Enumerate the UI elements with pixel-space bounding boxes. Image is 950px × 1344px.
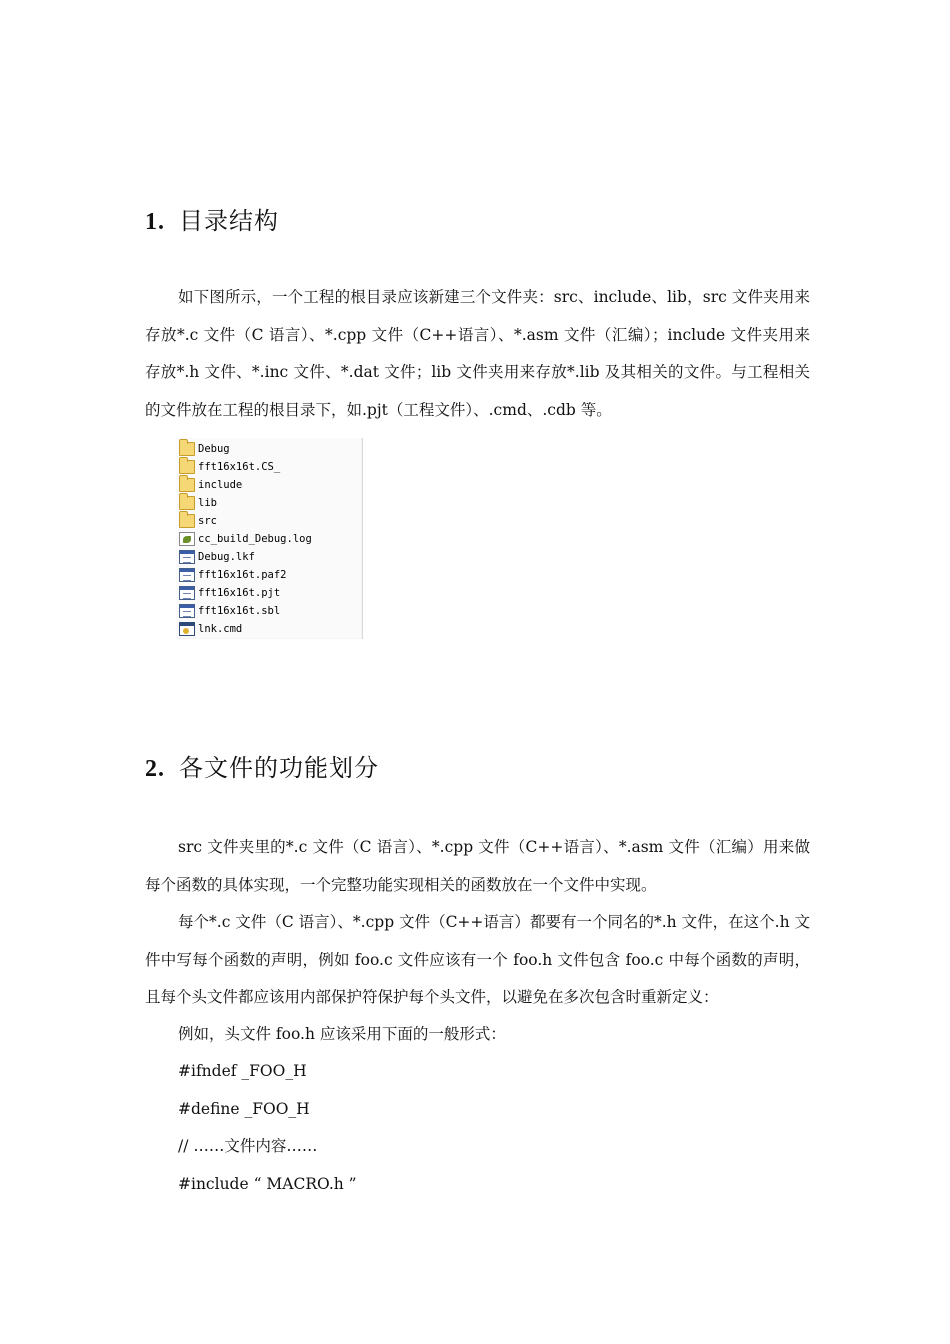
file-name: lnk.cmd: [198, 623, 243, 635]
section-2-title: 各文件的功能划分: [179, 754, 379, 782]
file-name: fft16x16t.pjt: [198, 587, 281, 599]
file-name: lib: [198, 497, 217, 509]
file-icon: [179, 550, 195, 564]
file-list-item: [179, 458, 280, 476]
folder-icon: [179, 478, 195, 492]
file-name: fft16x16t.paf2: [198, 569, 287, 581]
folder-icon: [179, 460, 195, 474]
file-name: Debug.lkf: [198, 551, 255, 563]
file-name: fft16x16t.sbl: [198, 605, 281, 617]
section-2-paragraph-2: 每个*.c 文件（C 语言）、*.cpp 文件（C++语言）都要有一个同名的*.h 文件，在这个.h 文件中写每个函数的声明，例如 foo.c 文件应该有一个 foo.h 文件包含 foo.c 中每个函数的声明，且每个头文件都应该用内部保护符保护每个头文件，以避免在多次包含时重新定义：: [145, 913, 810, 1006]
file-icon: [179, 604, 195, 618]
code-line: #define _FOO_H: [178, 1100, 310, 1118]
cmd-file-icon: [179, 622, 195, 636]
file-list-item: [179, 530, 312, 548]
code-line: // ……文件内容……: [178, 1137, 318, 1155]
folder-icon: [179, 514, 195, 528]
file-name: src: [198, 515, 217, 527]
file-list-item: [179, 602, 280, 620]
folder-icon: [179, 442, 195, 456]
log-file-icon: [179, 532, 195, 546]
section-1-title: 目录结构: [179, 207, 279, 235]
section-1-heading: [145, 201, 279, 236]
section-1-paragraph: 如下图所示，一个工程的根目录应该新建三个文件夹：src、include、lib，src 文件夹用来存放*.c 文件（C 语言）、*.cpp 文件（C++语言）、*.asm 文件（汇编）；include 文件夹用来存放*.h 文件、*.inc 文件、*.dat 文件；lib 文件夹用来存放*.lib 及其相关的文件。与工程相关的文件放在工程的根目录下，如.pjt（工程文件）、.cmd、.cdb 等。: [145, 288, 810, 419]
file-list-item: [179, 494, 217, 512]
section-2-paragraph-1: src 文件夹里的*.c 文件（C 语言）、*.cpp 文件（C++语言）、*.asm 文件（汇编）用来做每个函数的具体实现，一个完整功能实现相关的函数放在一个文件中实现。: [145, 838, 810, 894]
file-name: Debug: [198, 443, 230, 455]
file-list-item: [179, 566, 287, 584]
code-line: #ifndef _FOO_H: [178, 1062, 307, 1080]
file-name: include: [198, 479, 243, 491]
file-list-item: [179, 548, 255, 566]
code-line: #include “ MACRO.h ”: [178, 1175, 357, 1193]
file-name: fft16x16t.CS_: [198, 461, 281, 473]
file-list-item: [179, 584, 280, 602]
file-list: [176, 438, 361, 638]
section-2-number: 2.: [145, 756, 165, 782]
section-1-number: 1.: [145, 209, 165, 235]
file-list-item: [179, 476, 242, 494]
file-list-item: [179, 440, 230, 458]
file-explorer-screenshot: [176, 438, 363, 639]
file-icon: [179, 568, 195, 582]
file-icon: [179, 586, 195, 600]
file-list-item: [179, 620, 242, 638]
file-list-item: [179, 512, 217, 530]
file-name: cc_build_Debug.log: [198, 533, 312, 545]
folder-icon: [179, 496, 195, 510]
section-2-heading: [145, 748, 379, 783]
section-2-paragraph-3: 例如，头文件 foo.h 应该采用下面的一般形式：: [178, 1025, 506, 1043]
